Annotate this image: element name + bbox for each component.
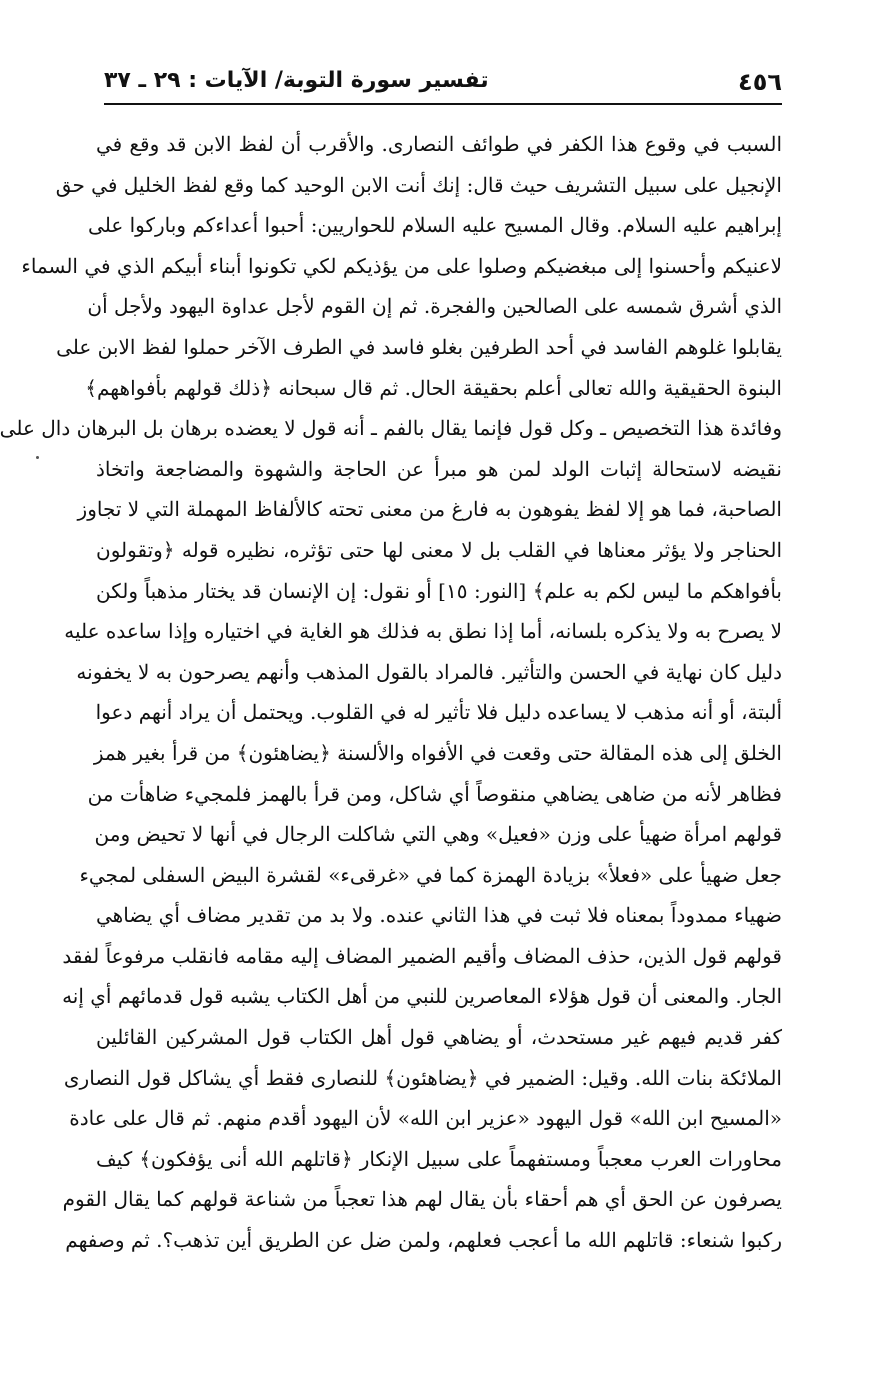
text-line: ضهياء ممدوداً بمعناه فلا ثبت في هذا الثاني عنده. ولا بد من تقدير مضاف أي يضاهي (96, 903, 782, 928)
text-line: جعل ضهيأ على «فعلأ» بزيادة الهمزة كما في «غرقىء» لقشرة البيض السفلى لمجيء (79, 862, 782, 887)
text-line: الصاحبة، فما هو إلا لفظ يفوهون به فارغ من معنى تحته كالألفاظ المهملة التي لا تجاوز (77, 497, 782, 522)
text-line: قولهم قول الذين، حذف المضاف وأقيم الضمير المضاف إليه مقامه فانقلب مرفوعاً لفقد (62, 943, 782, 968)
text-line: ألبتة، أو أنه مذهب لا يساعده دليل فلا تأثير له في القلوب. ويحتمل أن يراد أنهم دعوا (95, 700, 782, 725)
text-line: دليل كان نهاية في الحسن والتأثير. فالمراد بالقول المذهب وأنهم يصرحون به لا يخفونه (76, 659, 782, 684)
running-title: تفسير سورة التوبة/ الآيات : ٢٩ ـ ٣٧ (104, 68, 489, 93)
text-line: الإنجيل على سبيل التشريف حيث قال: إنك أنت الابن الوحيد كما وقع لفظ الخليل في حق (55, 172, 782, 197)
text-line: يقابلوا غلوهم الفاسد في أحد الطرفين بغلو فاسد في الطرف الآخر حملوا لفظ الابن على (56, 334, 782, 359)
text-line: البنوة الحقيقية والله تعالى أعلم بحقيقة الحال. ثم قال سبحانه ﴿ذلك قولهم بأفواههم﴾ (85, 375, 782, 400)
text-line: ركبوا شنعاء: قاتلهم الله ما أعجب فعلهم، ولمن ضل عن الطريق أين تذهب؟. ثم وصفهم (65, 1228, 782, 1253)
text-line: قولهم امرأة ضهيأ على وزن «فعيل» وهي التي شاكلت الرجال في أنها لا تحيض ومن (94, 822, 782, 847)
text-line: محاورات العرب معجباً ومستفهماً على سبيل الإنكار ﴿قاتلهم الله أنى يؤفكون﴾ كيف (96, 1146, 782, 1171)
text-line: نقيضه لاستحالة إثبات الولد لمن هو مبرأ عن الحاجة والشهوة والمضاجعة واتخاذ (96, 456, 782, 481)
text-line: الحناجر ولا يؤثر معناها في القلب بل لا معنى لها حتى تؤثره، نظيره قوله ﴿وتقولون (96, 537, 782, 562)
text-line: الملائكة بنات الله. وقيل: الضمير في ﴿يضاهئون﴾ للنصارى فقط أي يشاكل قول النصارى (63, 1065, 782, 1090)
text-line: الجار. والمعنى أن قول هؤلاء المعاصرين للنبي من أهل الكتاب يشبه قول قدمائهم أي إنه (62, 984, 782, 1009)
text-line: لا يصرح به ولا يذكره بلسانه، أما إذا نطق به فذلك هو الغاية في اختياره وإذا ساعده عليه (64, 619, 782, 644)
text-line: لاعنيكم وأحسنوا إلى مبغضيكم وصلوا على من يؤذيكم لكي تكونوا أبناء أبيكم الذي في السماء (21, 253, 782, 278)
page-header (104, 62, 782, 102)
text-line: فظاهر لأنه من ضاهى يضاهي منقوصاً أي شاكل، ومن قرأ بالهمز فلمجيء ضاهأت من (87, 781, 782, 806)
page-number: ٤٥٦ (738, 68, 782, 96)
text-line: السبب في وقوع هذا الكفر في طوائف النصارى. والأقرب أن لفظ الابن قد وقع في (96, 132, 782, 156)
margin-speck (36, 456, 39, 459)
page-body-text (0, 124, 782, 1261)
text-line: يصرفون عن الحق أي هم أحقاء بأن يقال لهم هذا تعجباً من شناعة قولهم كما يقال القوم (62, 1187, 782, 1212)
text-line: «المسيح ابن الله» قول اليهود «عزير ابن الله» لأن اليهود أقدم منهم. ثم قال على عادة (69, 1106, 782, 1131)
text-line: الخلق إلى هذه المقالة حتى وقعت في الأفواه والألسنة ﴿يضاهئون﴾ من قرأ بغير همز (93, 740, 782, 765)
text-line: بأفواهكم ما ليس لكم به علم﴾ [النور: ١٥] أو نقول: إن الإنسان قد يختار مذهباً ولكن (96, 578, 782, 603)
text-line: إبراهيم عليه السلام. وقال المسيح عليه السلام للحواريين: أحبوا أعداءكم وباركوا على (88, 213, 782, 238)
text-line: وفائدة هذا التخصيص ـ وكل قول فإنما يقال بالفم ـ أنه قول لا يعضده برهان بل البرهان دال على (0, 416, 782, 441)
text-line: الذي أشرق شمسه على الصالحين والفجرة. ثم إن القوم لأجل عداوة اليهود ولأجل أن (87, 294, 782, 319)
header-divider (104, 103, 782, 105)
text-line: كفر قديم فيهم غير مستحدث، أو يضاهي قول أهل الكتاب قول المشركين القائلين (96, 1025, 782, 1050)
